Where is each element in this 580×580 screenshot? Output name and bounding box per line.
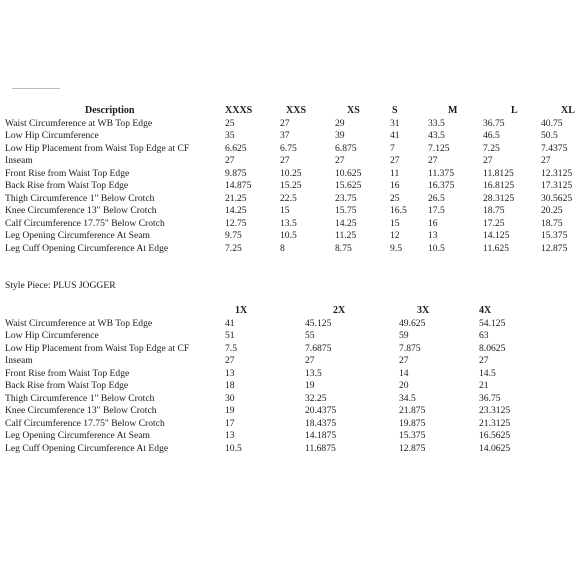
size-spec-table-regular — [5, 105, 577, 255]
cell: 11.25 — [335, 230, 357, 241]
cell: 12 — [390, 230, 400, 241]
cell: 13 — [428, 230, 438, 241]
cell: 51 — [225, 330, 235, 341]
table-row — [5, 193, 577, 206]
cell: 46.5 — [483, 130, 500, 141]
cell: 30 — [225, 392, 235, 404]
cell: 6.875 — [335, 142, 357, 154]
cell: 15.75 — [335, 205, 357, 216]
cell: 13.5 — [305, 367, 322, 379]
col-header-xl: XL — [561, 105, 575, 116]
cell: 50.5 — [541, 130, 558, 141]
row-label: Knee Circumference 13" Below Crotch — [5, 205, 157, 216]
cell: 16 — [390, 180, 400, 191]
cell: 7.4375 — [541, 142, 568, 154]
cell: 54.125 — [479, 317, 506, 329]
cell: 14.25 — [225, 205, 247, 216]
row-label: Front Rise from Waist Top Edge — [5, 367, 130, 379]
row-label: Waist Circumference at WB Top Edge — [5, 317, 153, 329]
row-label: Calf Circumference 17.75" Below Crotch — [5, 417, 165, 429]
row-label: Back Rise from Waist Top Edge — [5, 380, 129, 391]
cell: 49.625 — [399, 317, 426, 329]
row-label: Thigh Circumference 1" Below Crotch — [5, 192, 155, 204]
cell: 15 — [390, 217, 400, 229]
row-label: Calf Circumference 17.75" Below Crotch — [5, 217, 165, 229]
style-piece-label: Style Piece: PLUS JOGGER — [5, 280, 116, 291]
col-header-m: M — [448, 105, 458, 116]
cell: 34.5 — [399, 392, 416, 404]
cell: 21.875 — [399, 405, 426, 416]
table-row — [5, 418, 577, 431]
size-spec-table-plus — [5, 305, 577, 455]
cell: 16.8125 — [483, 180, 515, 191]
row-label: Low Hip Placement from Waist Top Edge at CF — [5, 142, 190, 154]
cell: 10.5 — [280, 230, 297, 241]
cell: 16.5 — [390, 205, 407, 216]
col-header-blank — [5, 305, 225, 318]
cell: 22.5 — [280, 192, 297, 204]
cell: 14.1875 — [305, 430, 337, 441]
cell: 7.25 — [483, 142, 500, 154]
cell: 27 — [428, 155, 438, 166]
cell: 13.5 — [280, 217, 297, 229]
cell: 18 — [225, 380, 235, 391]
cell: 23.75 — [335, 192, 357, 204]
cell: 15.625 — [335, 180, 362, 191]
cell: 27 — [225, 155, 235, 166]
cell: 23.3125 — [479, 405, 511, 416]
col-header-description: Description — [85, 105, 135, 116]
cell: 7.5 — [225, 342, 237, 354]
cell: 10.5 — [225, 442, 242, 454]
cell: 55 — [305, 330, 315, 341]
cell: 31 — [390, 117, 400, 129]
row-label: Leg Opening Circumference At Seam — [5, 230, 150, 241]
cell: 28.3125 — [483, 192, 515, 204]
cell: 20.25 — [541, 205, 563, 216]
row-label: Inseam — [5, 355, 33, 366]
cell: 20 — [399, 380, 409, 391]
cell: 27 — [479, 355, 489, 366]
table-row — [5, 230, 577, 243]
cell: 14.0625 — [479, 442, 511, 454]
cell: 35 — [225, 130, 235, 141]
cell: 16 — [428, 217, 438, 229]
cell: 21 — [479, 380, 489, 391]
cell: 8.75 — [335, 242, 352, 254]
table-row — [5, 380, 577, 393]
cell: 27 — [335, 155, 345, 166]
cell: 21.3125 — [479, 417, 511, 429]
row-label: Low Hip Placement from Waist Top Edge at CF — [5, 342, 190, 354]
cell: 17.3125 — [541, 180, 573, 191]
table-row — [5, 205, 577, 218]
cell: 12.75 — [225, 217, 247, 229]
cell: 37 — [280, 130, 290, 141]
cell: 36.75 — [479, 392, 501, 404]
cell: 7.125 — [428, 142, 450, 154]
row-label: Thigh Circumference 1" Below Crotch — [5, 392, 155, 404]
cell: 18.75 — [541, 217, 563, 229]
row-label: Low Hip Circumference — [5, 330, 99, 341]
row-label: Front Rise from Waist Top Edge — [5, 167, 130, 179]
cell: 43.5 — [428, 130, 445, 141]
cell: 36.75 — [483, 117, 505, 129]
table-row — [5, 443, 577, 456]
col-header-xs: XS — [347, 105, 360, 116]
cell: 19.875 — [399, 417, 426, 429]
table-row — [5, 368, 577, 381]
table-row — [5, 155, 577, 168]
cell: 17.25 — [483, 217, 505, 229]
cell: 63 — [479, 330, 489, 341]
cell: 21.25 — [225, 192, 247, 204]
cell: 10.625 — [335, 167, 362, 179]
cell: 10.25 — [280, 167, 302, 179]
cell: 13 — [225, 367, 235, 379]
col-header-1x: 1X — [235, 305, 248, 316]
cell: 41 — [390, 130, 400, 141]
cell: 27 — [541, 155, 551, 166]
cell: 27 — [305, 355, 315, 366]
table-row — [5, 118, 577, 131]
cell: 16.375 — [428, 180, 455, 191]
cell: 19 — [225, 405, 235, 416]
header-row — [5, 305, 577, 318]
cell: 17 — [225, 417, 235, 429]
cell: 26.5 — [428, 192, 445, 204]
col-header-4x: 4X — [479, 305, 492, 316]
cell: 32.25 — [305, 392, 327, 404]
cell: 7 — [390, 142, 395, 154]
row-label: Back Rise from Waist Top Edge — [5, 180, 129, 191]
cell: 39 — [335, 130, 345, 141]
cell: 11.6875 — [305, 442, 336, 454]
cell: 29 — [335, 117, 345, 129]
cell: 14.25 — [335, 217, 357, 229]
row-label: Inseam — [5, 155, 33, 166]
table-row — [5, 180, 577, 193]
cell: 11 — [390, 167, 400, 179]
table-row — [5, 330, 577, 343]
cell: 7.25 — [225, 242, 242, 254]
table-row — [5, 243, 577, 256]
row-label: Knee Circumference 13" Below Crotch — [5, 405, 157, 416]
cell: 40.75 — [541, 117, 563, 129]
col-header-xxs: XXS — [286, 105, 307, 116]
cell: 8.0625 — [479, 342, 506, 354]
cell: 6.75 — [280, 142, 297, 154]
cell: 19 — [305, 380, 315, 391]
table-row — [5, 393, 577, 406]
col-header-xxxs: XXXS — [225, 105, 253, 116]
table-row — [5, 168, 577, 181]
row-label: Leg Cuff Opening Circumference At Edge — [5, 242, 169, 254]
cell: 25 — [390, 192, 400, 204]
cell: 11.375 — [428, 167, 455, 179]
col-header-2x: 2X — [333, 305, 346, 316]
cell: 41 — [225, 317, 235, 329]
cell: 7.875 — [399, 342, 421, 354]
cell: 25 — [225, 117, 235, 129]
header-row — [5, 105, 577, 118]
cell: 14.125 — [483, 230, 510, 241]
col-header-3x: 3X — [417, 305, 430, 316]
cell: 9.75 — [225, 230, 242, 241]
cell: 15.375 — [399, 430, 426, 441]
cell: 59 — [399, 330, 409, 341]
cell: 11.625 — [483, 242, 510, 254]
row-label: Leg Cuff Opening Circumference At Edge — [5, 442, 169, 454]
cell: 30.5625 — [541, 192, 573, 204]
cell: 9.5 — [390, 242, 402, 254]
table-row — [5, 430, 577, 443]
cell: 27 — [280, 155, 290, 166]
cell: 45.125 — [305, 317, 332, 329]
cell: 17.5 — [428, 205, 445, 216]
cell: 33.5 — [428, 117, 445, 129]
cell: 12.875 — [399, 442, 426, 454]
cell: 9.875 — [225, 167, 247, 179]
table-row — [5, 218, 577, 231]
cell: 27 — [390, 155, 400, 166]
cell: 12.3125 — [541, 167, 573, 179]
cell: 27 — [225, 355, 235, 366]
table-row — [5, 355, 577, 368]
cell: 27 — [399, 355, 409, 366]
cell: 16.5625 — [479, 430, 511, 441]
cell: 7.6875 — [305, 342, 332, 354]
cell: 18.75 — [483, 205, 505, 216]
cell: 18.4375 — [305, 417, 337, 429]
cell: 20.4375 — [305, 405, 337, 416]
cell: 13 — [225, 430, 235, 441]
cell: 15 — [280, 205, 290, 216]
row-label: Leg Opening Circumference At Seam — [5, 430, 150, 441]
cell: 14 — [399, 367, 409, 379]
table-row — [5, 143, 577, 156]
col-header-s: S — [392, 105, 398, 116]
row-label: Low Hip Circumference — [5, 130, 99, 141]
cell: 11.8125 — [483, 167, 514, 179]
row-label: Waist Circumference at WB Top Edge — [5, 117, 153, 129]
cell: 6.625 — [225, 142, 247, 154]
cell: 27 — [483, 155, 493, 166]
faint-scan-mark — [12, 88, 60, 89]
col-header-l: L — [511, 105, 518, 116]
table-row — [5, 405, 577, 418]
table-row — [5, 130, 577, 143]
cell: 27 — [280, 117, 290, 129]
cell: 14.5 — [479, 367, 496, 379]
cell: 14.875 — [225, 180, 252, 191]
cell: 10.5 — [428, 242, 445, 254]
cell: 15.375 — [541, 230, 568, 241]
cell: 12.875 — [541, 242, 568, 254]
table-row — [5, 343, 577, 356]
cell: 15.25 — [280, 180, 302, 191]
table-row — [5, 318, 577, 331]
cell: 8 — [280, 242, 285, 254]
